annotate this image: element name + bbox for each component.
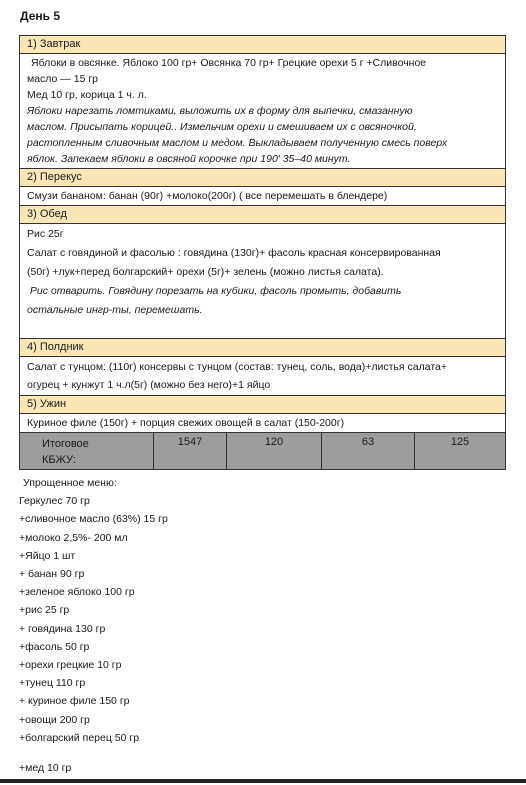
afternoon-snack-header: 4) Полдник	[20, 339, 505, 357]
meal-plan-table	[19, 35, 506, 470]
list-item: +зеленое яблоко 100 гр	[19, 586, 135, 599]
list-item: +орехи грецкие 10 гр	[19, 659, 122, 672]
breakfast-recipe: растопленным сливочным маслом и медом. Выкладываем полученную смесь поверх	[27, 137, 448, 149]
list-item: Геркулес 70 гр	[19, 495, 90, 508]
list-item: +фасоль 50 гр	[19, 640, 90, 653]
lunch-header: 3) Обед	[20, 206, 505, 224]
dinner-body	[20, 414, 505, 433]
snack-body	[20, 187, 505, 206]
breakfast-recipe: яблок. Запекаем яблоки в овсяной корочке при 190' 35–40 минут.	[27, 153, 351, 165]
list-item: +овощи 200 гр	[19, 713, 90, 726]
breakfast-recipe: Яблоки нарезать ломтиками, выложить их в форму для выпечки, смазанную	[27, 105, 413, 117]
list-item: +рис 25 гр	[19, 604, 70, 617]
simplified-menu-title: Упрощенное меню:	[23, 477, 117, 489]
totals-protein: 120	[226, 433, 321, 469]
list-item: + говядина 130 гр	[19, 622, 106, 635]
list-item: +тунец 110 гр	[19, 677, 86, 690]
totals-fat: 63	[321, 433, 414, 469]
snack-line: Смузи бананом: банан (90г) +молоко(200г) ( все перемешать в блендере)	[27, 190, 388, 202]
list-item: +Яйцо 1 шт	[19, 549, 76, 562]
dinner-header: 5) Ужин	[20, 396, 505, 414]
afternoon-snack-body	[20, 357, 505, 396]
totals-calories: 1547	[153, 433, 226, 469]
afternoon-line: Салат с тунцом: (110г) консервы с тунцом (состав: тунец, соль, вода)+листья салата+	[27, 361, 447, 373]
lunch-body	[20, 224, 505, 339]
breakfast-line: Яблоки в овсянке. Яблоко 100 гр+ Овсянка 70 гр+ Грецкие орехи 5 г +Сливочное	[31, 57, 427, 69]
totals-label-line: Итоговое	[42, 438, 89, 450]
lunch-recipe: Рис отварить. Говядину порезать на кубики, фасоль промыть, добавить	[27, 285, 402, 297]
snack-header: 2) Перекус	[20, 169, 505, 187]
breakfast-line: Мед 10 гр, корица 1 ч. л.	[27, 89, 147, 101]
list-item: +сливочное масло (63%) 15 гр	[19, 513, 168, 526]
list-item: +мед 10 гр	[19, 762, 72, 775]
lunch-line: Рис 25г	[27, 228, 64, 240]
totals-label	[20, 433, 153, 469]
list-item: + куриное филе 150 гр	[19, 695, 130, 708]
breakfast-header: 1) Завтрак	[20, 36, 505, 54]
totals-row	[20, 433, 505, 470]
lunch-line: Салат с говядиной и фасолью : говядина (130г)+ фасоль красная консервированная	[27, 247, 441, 259]
bottom-divider	[0, 779, 526, 783]
breakfast-body	[20, 54, 505, 169]
totals-carbs: 125	[414, 433, 505, 469]
afternoon-line: огурец + кунжут 1 ч.л(5г) (можно без него)+1 яйцо	[27, 379, 271, 391]
simplified-menu	[19, 474, 168, 777]
page-title: День 5	[20, 9, 61, 23]
lunch-recipe: остальные ингр-ты, перемешать.	[27, 304, 203, 316]
lunch-line: (50г) +лук+перед болгарский+ орехи (5г)+ зелень (можно листья салата).	[27, 266, 384, 278]
breakfast-line: масло — 15 гр	[27, 73, 98, 85]
list-item: + банан 90 гр	[19, 568, 85, 581]
breakfast-recipe: маслом. Присыпать корицей.. Измельчим орехи и смешиваем их с овсяночкой,	[27, 121, 417, 133]
dinner-line: Куриное филе (150г) + порция свежих овощей в салат (150-200г)	[27, 417, 345, 429]
list-item: +болгарский перец 50 гр	[19, 731, 140, 744]
totals-label-line: КБЖУ:	[42, 454, 76, 466]
list-item: +молоко 2,5%- 200 мл	[19, 531, 128, 544]
